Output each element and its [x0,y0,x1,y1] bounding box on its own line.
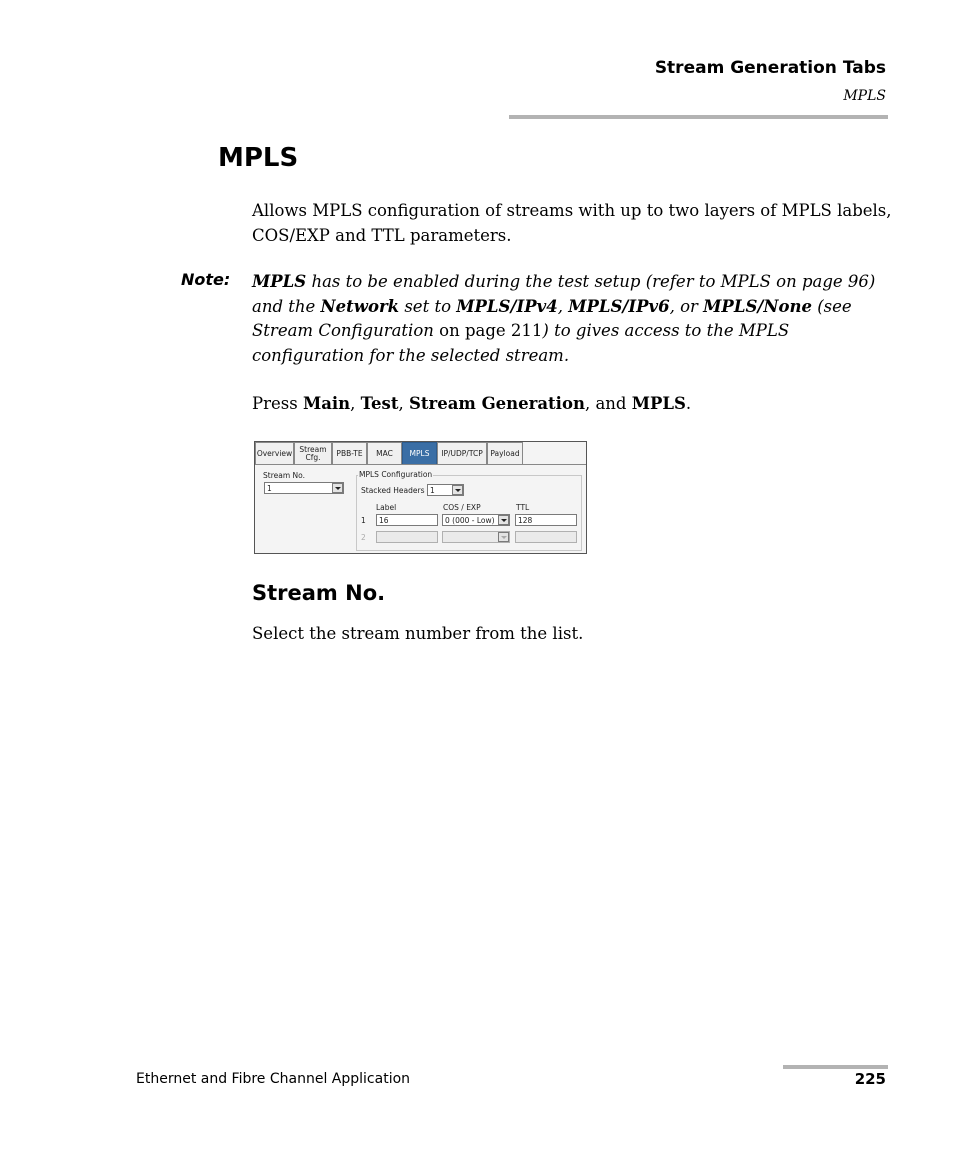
press-end: . [685,394,692,413]
tab-bar [255,442,586,464]
note-text-4: , or [669,296,704,316]
tab-pbb-te[interactable]: PBB-TE [332,442,367,465]
mpls-configuration-title: MPLS Configuration [359,470,433,479]
press-sep-2: , [398,394,409,413]
column-ttl-header: TTL [516,503,530,512]
note-text-1: has to be enabled during the test setup (refer to MPLS on page 96) and the [252,272,876,316]
press-sep-3: , and [584,394,632,413]
stacked-headers-dropdown-arrow-icon[interactable] [452,485,463,495]
mpls-tab-screenshot [254,441,587,554]
tab-overview[interactable]: Overview [255,442,294,465]
note-page-ref[interactable]: on page 211 [433,321,543,340]
row-2-ttl-input [515,531,577,543]
press-mpls: MPLS [631,394,686,413]
intro-paragraph: Allows MPLS configuration of streams with up to two layers of MPLS labels, COS/EXP and TTL parameters. [252,201,892,245]
row-1-label-input[interactable] [376,514,438,526]
tab-mpls[interactable]: MPLS [402,442,437,465]
running-header-section: MPLS [843,88,886,104]
row-1-cos-value: 0 (000 - Low) [445,515,495,525]
stream-no-dropdown-arrow-icon[interactable] [332,483,343,493]
press-stream-generation: Stream Generation [408,394,585,413]
row-2-index: 2 [361,533,366,542]
note-bold-none: MPLS/None [703,296,812,316]
tab-payload[interactable]: Payload [487,442,523,465]
tab-stream-cfg[interactable]: Stream Cfg. [294,442,332,465]
note-body [252,270,892,368]
page-number: 225 [854,1070,886,1088]
column-label-header: Label [376,503,397,512]
note-text-5: (see Stream Configuration [252,296,852,340]
press-sep-1: , [350,394,361,413]
row-1-label-value: 16 [379,515,389,525]
note-bold-mpls: MPLS [252,272,307,291]
header-rule [509,115,888,119]
press-prefix: Press [252,394,303,413]
press-instruction [252,392,892,417]
row-1-ttl-value: 128 [518,515,533,525]
tab-mac[interactable]: MAC [367,442,402,465]
note-text-2: set to [399,296,457,316]
row-1-index: 1 [361,516,366,525]
tab-ip-udp-tcp[interactable]: IP/UDP/TCP [437,442,487,465]
note-label: Note: [181,270,231,289]
footer-rule [783,1065,888,1069]
note-text-7: ) to gives access to the MPLS configuration for the selected stream. [252,321,790,365]
column-cos-exp-header: COS / EXP [443,503,481,512]
note-bold-ipv4: MPLS/IPv4 [456,296,558,316]
stream-no-heading: Stream No. [252,581,386,605]
stream-no-paragraph: Select the stream number from the list. [252,624,584,643]
note-text-3: , [557,296,569,316]
note-bold-ipv6: MPLS/IPv6 [568,296,670,316]
press-main: Main [302,394,351,413]
row-2-label-input [376,531,438,543]
row-1-ttl-input[interactable] [515,514,577,526]
press-test: Test [360,394,399,413]
row-1-cos-dropdown-arrow-icon[interactable] [498,515,509,525]
running-header-title: Stream Generation Tabs [654,58,886,78]
tab-underline [255,464,586,465]
row-2-cos-dropdown-arrow-icon [498,532,509,542]
stream-no-label: Stream No. [263,471,305,480]
stream-no-value: 1 [267,483,272,493]
section-title: MPLS [218,143,299,173]
stacked-headers-label: Stacked Headers [361,486,425,495]
note-bold-network: Network [320,296,400,316]
footer-document-title: Ethernet and Fibre Channel Application [136,1071,411,1087]
stacked-headers-value: 1 [430,485,435,495]
